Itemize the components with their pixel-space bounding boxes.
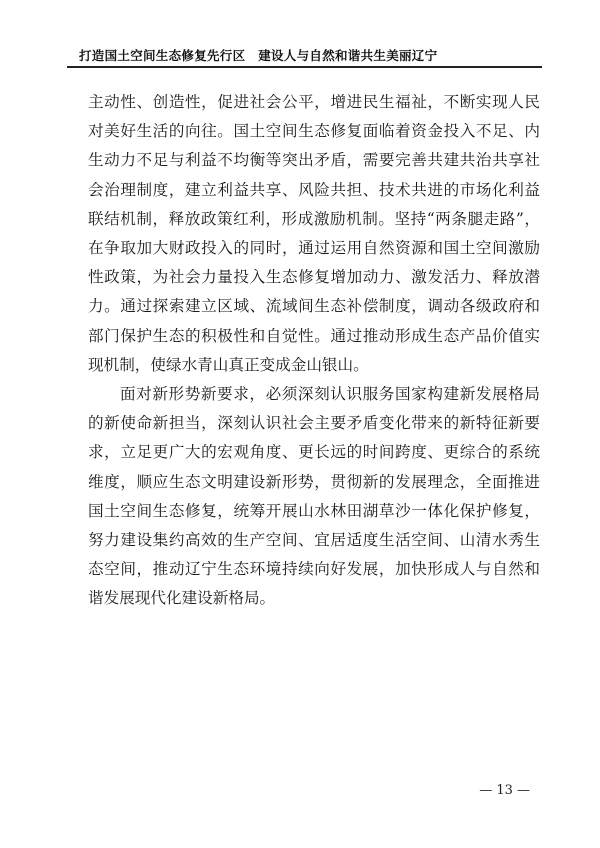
body-paragraph: 面对新形势新要求，必须深刻认识服务国家构建新发展格局的新使命新担当，深刻认识社会主要矛盾变化带来的新特征新要求，立足更广大的宏观角度、更长远的时间跨度、更综合的系统维度，顺应生态文明建设新形势，贯彻新的发展理念，全面推进国土空间生态修复，统筹开展山水林田湖草沙一体化保护修复，努力建设集约高效的生产空间、宜居适度生活空间、山清水秀生态空间，推动辽宁生态环境持续向好发展，加快形成人与自然和谐发展现代化建设新格局。 xyxy=(88,385,540,608)
body-paragraph-continued: 主动性、创造性，促进社会公平，增进民生福祉，不断实现人民对美好生活的向往。国土空间生态修复面临着资金投入不足、内生动力不足与利益不均衡等突出矛盾，需要完善共建共治共享社会治理制度，建立利益共享、风险共担、技术共进的市场化利益联结机制，释放政策红利，形成激励机制。坚持“两条腿走路”，在争取加大财政投入的同时，通过运用自然资源和国土空间激励性政策，为社会力量投入生态修复增加动力、激发活力、释放潜力。通过探索建立区域、流域间生态补偿制度，调动各级政府和部门保护生态的积极性和自觉性。通过推动形成生态产品价值实现机制，使绿水青山真正变成金山银山。 xyxy=(88,93,540,374)
running-header xyxy=(67,44,527,66)
running-header-title: 打造国土空间生态修复先行区 建设人与自然和谐共生美丽辽宁 xyxy=(79,48,438,63)
header-divider xyxy=(67,66,542,68)
page-number: — 13 — xyxy=(479,783,530,798)
body-text xyxy=(88,88,540,614)
